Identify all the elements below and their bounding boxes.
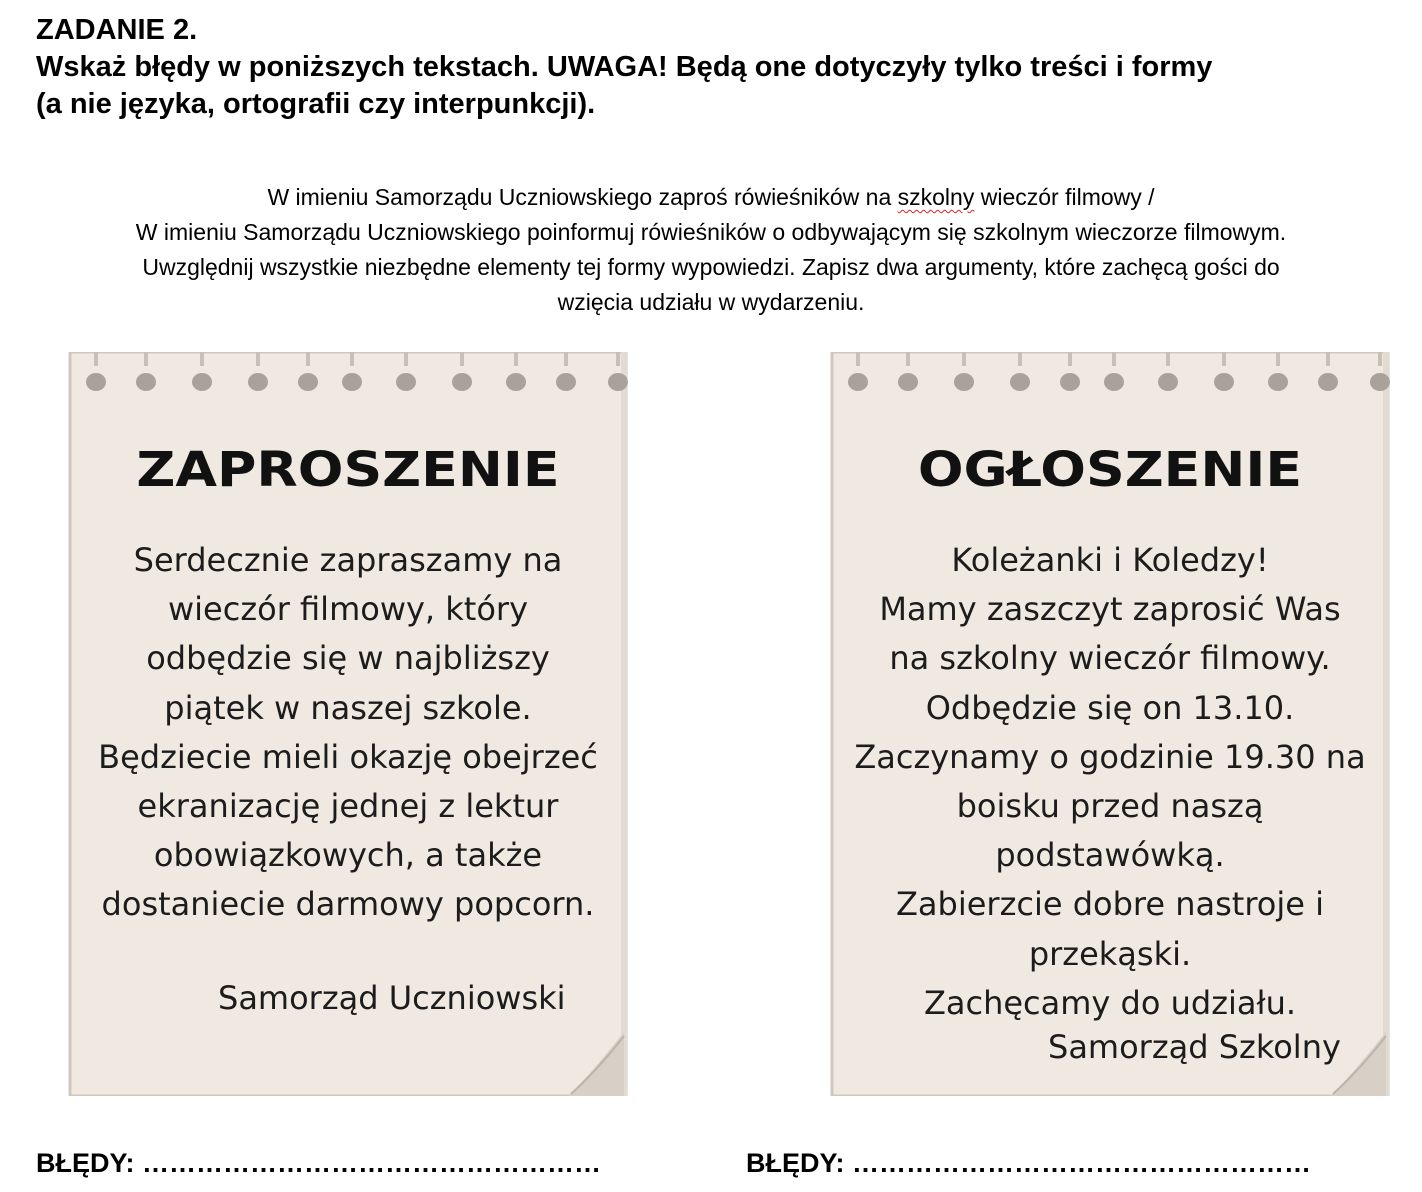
- binder-tear-mark: [256, 352, 260, 366]
- binder-tear-mark: [906, 352, 910, 366]
- binder-tear-mark: [1276, 352, 1280, 366]
- binder-tear-mark: [306, 352, 310, 366]
- binder-hole: [1268, 373, 1288, 391]
- binder-hole: [192, 373, 212, 391]
- invitation-line: odbędzie się w najbliższy: [146, 639, 550, 678]
- announcement-line: Zabierzcie dobre nastroje i: [895, 885, 1324, 924]
- binder-tear-mark: [1112, 352, 1116, 366]
- invitation-line: piątek w naszej szkole.: [164, 688, 532, 727]
- invitation-line: Będziecie mieli okazję obejrzeć: [98, 737, 598, 776]
- binder-tear-mark: [514, 352, 518, 366]
- binder-hole: [342, 373, 362, 391]
- announcement-note: [830, 352, 1390, 1096]
- binder-hole: [1010, 373, 1030, 391]
- binder-tear-mark: [350, 352, 354, 366]
- invitation-title: ZAPROSZENIE: [136, 442, 560, 498]
- binder-tear-mark: [1222, 352, 1226, 366]
- binder-tear-mark: [460, 352, 464, 366]
- announcement-signature: Samorząd Szkolny: [1048, 1028, 1341, 1066]
- announcement-line: Odbędzie się on 13.10.: [925, 688, 1295, 727]
- invitation-line: obowiązkowych, a także: [153, 836, 543, 875]
- announcement-line: Zachęcamy do udziału.: [923, 983, 1297, 1022]
- binder-tear-mark: [616, 352, 620, 366]
- invitation-body: [68, 536, 628, 930]
- invitation-note: [68, 352, 628, 1096]
- binder-hole: [1318, 373, 1338, 391]
- binder-hole: [848, 373, 868, 391]
- binder-hole: [136, 373, 156, 391]
- invitation-signature: Samorząd Uczniowski: [218, 979, 566, 1017]
- binder-tear-mark: [94, 352, 98, 366]
- errors-answer-right[interactable]: BŁĘDY: ……………………………………………: [746, 1148, 1311, 1178]
- binder-hole: [396, 373, 416, 391]
- binder-hole: [298, 373, 318, 391]
- announcement-title: OGŁOSZENIE: [917, 442, 1303, 498]
- invitation-line: wieczór filmowy, który: [167, 590, 529, 629]
- binder-hole: [1104, 373, 1124, 391]
- task-instruction-line-2: (a nie języka, ortografii czy interpunkcji).: [36, 88, 596, 120]
- binder-hole: [452, 373, 472, 391]
- invitation-line: ekranizację jednej z lektur: [137, 787, 559, 826]
- binder-hole: [86, 373, 106, 391]
- binder-hole: [556, 373, 576, 391]
- announcement-line: podstawówką.: [995, 836, 1225, 875]
- announcement-line: Koleżanki i Koledzy!: [951, 541, 1269, 579]
- announcement-line: boisku przed naszą: [956, 787, 1264, 826]
- binder-tear-mark: [856, 352, 860, 366]
- prompt-line-4: wzięcia udziału w wydarzeniu.: [557, 289, 865, 315]
- binder-hole: [898, 373, 918, 391]
- prompt-line-1: [20, 180, 1402, 215]
- errors-answer-left[interactable]: BŁĘDY: ……………………………………………: [36, 1148, 601, 1178]
- task-instruction-line-1: Wskaż błędy w poniższych tekstach. UWAGA! Będą one dotyczyły tylko treści i formy: [36, 51, 1213, 83]
- binder-tear-mark: [144, 352, 148, 366]
- announcement-line: na szkolny wieczór filmowy.: [889, 639, 1331, 678]
- binder-hole: [954, 373, 974, 391]
- binder-hole: [1370, 373, 1390, 391]
- announcement-line: Mamy zaszczyt zaprosić Was: [879, 590, 1341, 629]
- binder-hole: [1158, 373, 1178, 391]
- invitation-line: dostaniecie darmowy popcorn.: [101, 885, 595, 924]
- binder-hole: [506, 373, 526, 391]
- announcement-body: [830, 536, 1390, 1028]
- binder-tear-mark: [200, 352, 204, 366]
- announcement-line: przekąski.: [1028, 934, 1192, 973]
- task-number: ZADANIE 2.: [36, 14, 198, 46]
- prompt-line-2: W imieniu Samorządu Uczniowskiego poinformuj rówieśników o odbywającym się szkolnym wieczorze filmowym.: [135, 219, 1287, 245]
- binder-tear-mark: [564, 352, 568, 366]
- binder-tear-mark: [1378, 352, 1382, 366]
- binder-tear-mark: [404, 352, 408, 366]
- binder-hole: [608, 373, 628, 391]
- spellcheck-flagged-word: szkolny: [897, 184, 975, 210]
- prompt-line-1-start: W imieniu Samorządu Uczniowskiego zaproś rówieśników na: [267, 184, 898, 210]
- binder-tear-mark: [962, 352, 966, 366]
- binder-hole: [248, 373, 268, 391]
- task-header: [36, 12, 1396, 123]
- binder-hole: [1060, 373, 1080, 391]
- binder-tear-mark: [1166, 352, 1170, 366]
- binder-hole: [1214, 373, 1234, 391]
- binder-tear-mark: [1068, 352, 1072, 366]
- binder-tear-mark: [1326, 352, 1330, 366]
- invitation-line: Serdecznie zapraszamy na: [133, 541, 563, 579]
- prompt-line-3: Uwzględnij wszystkie niezbędne elementy tej formy wypowiedzi. Zapisz dwa argumenty, które zachęcą gości do: [142, 254, 1280, 280]
- writing-prompt: [20, 180, 1402, 320]
- announcement-line: Zaczynamy o godzinie 19.30 na: [854, 737, 1366, 776]
- binder-tear-mark: [1018, 352, 1022, 366]
- prompt-line-1-end: wieczór filmowy /: [974, 184, 1155, 210]
